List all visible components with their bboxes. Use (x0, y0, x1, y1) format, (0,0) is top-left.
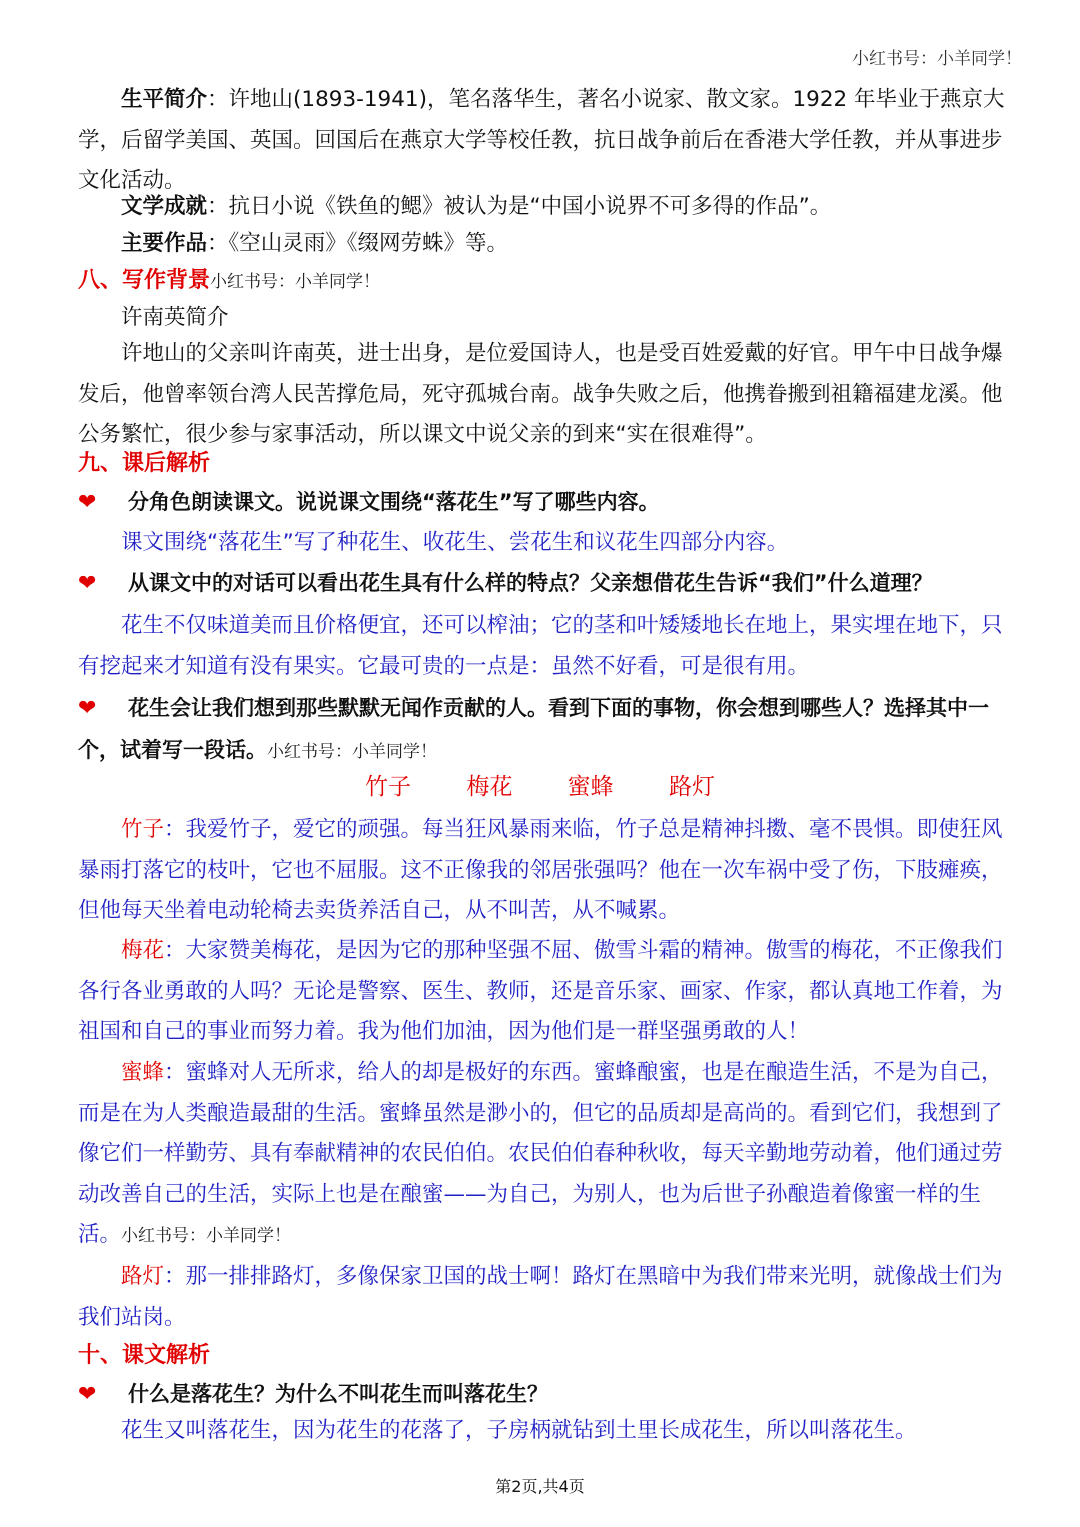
section9-question-2 (78, 563, 1008, 605)
section10-q1-text: 什么是落花生？为什么不叫花生而叫落花生？ (128, 1382, 548, 1406)
page-footer: 第2页,共4页 (495, 1477, 585, 1496)
section9-answer-2: 花生不仅味道美而且价格便宜，还可以榨油；它的茎和叶矮矮地长在地上，果实埋在地下，只有挖起来才知道有没有果实。它最可贵的一点是：虽然不好看，可是很有用。 (78, 613, 1003, 679)
bamboo-text: ：我爱竹子，爱它的顽强。每当狂风暴雨来临，竹子总是精神抖擞、毫不畏惧。即使狂风暴雨打落它的枝叶，它也不屈服。这不正像我的邻居张强吗？他在一次车祸中受了伤，下肢瘫痪，但他每天坐着电动轮椅去卖货养活自己，从不叫苦，从不喊累。 (78, 817, 1003, 923)
achievement-text: ：抗日小说《铁鱼的鳃》被认为是“中国小说界不可多得的作品”。 (207, 194, 832, 219)
plum-label: 梅花 (121, 938, 165, 963)
achievement-label: 文学成就 (121, 194, 208, 219)
paragraph-bamboo (78, 810, 1008, 932)
works-label: 主要作品 (121, 231, 208, 256)
heart-icon: ❤ (78, 571, 97, 596)
watermark-top: 小红书号：小羊同学！ (852, 49, 1022, 69)
paragraph-streetlight (78, 1257, 1008, 1338)
section9-q2-text: 从课文中的对话可以看出花生具有什么样的特点？父亲想借花生告诉“我们”什么道理？ (128, 571, 933, 595)
section9-title: 九、课后解析 (78, 451, 211, 476)
heart-icon: ❤ (78, 490, 97, 515)
section9-question-3 (78, 688, 1008, 772)
section9-heading (78, 444, 1008, 485)
section10-title: 十、课文解析 (78, 1343, 211, 1368)
paragraph-bee (78, 1053, 1008, 1257)
section8-title: 八、写作背景 (78, 268, 211, 293)
streetlight-text: ：那一排排路灯，多像保家卫国的战士啊！路灯在黑暗中为我们带来光明，就像战士们为我们站岗。 (78, 1264, 1003, 1330)
paragraph-plum (78, 931, 1008, 1053)
bio-text: ：许地山(1893-1941)，笔名落华生，著名小说家、散文家。1922 年毕业于燕京大学，后留学美国、英国。回国后在燕京大学等校任教，抗日战争前后在香港大学任教，并从事进步文化活动。 (78, 87, 1005, 193)
bio-label: 生平简介 (121, 87, 208, 112)
works-paragraph (78, 224, 1008, 265)
heart-icon: ❤ (78, 696, 97, 721)
section10-question-1 (78, 1374, 1008, 1416)
section8-heading (78, 261, 1008, 303)
heart-icon: ❤ (78, 1382, 97, 1407)
works-text: ：《空山灵雨》《缀网劳蛛》等。 (207, 231, 509, 256)
noun-bamboo: 竹子 (365, 774, 412, 800)
watermark-inline-2: 小红书号：小羊同学！ (267, 741, 437, 762)
section10-heading (78, 1336, 1008, 1377)
watermark-inline-1: 小红书号：小羊同学！ (210, 272, 381, 292)
noun-list (0, 768, 1080, 801)
section8-subtitle: 许南英简介 (121, 305, 229, 330)
bee-label: 蜜蜂 (121, 1060, 165, 1085)
achievement-paragraph (78, 187, 1008, 228)
watermark-inline-3: 小红书号：小羊同学！ (121, 1226, 292, 1246)
bamboo-label: 竹子 (121, 817, 165, 842)
section10-answer-1: 花生又叫落花生，因为花生的花落了，子房柄就钻到土里长成花生，所以叫落花生。 (121, 1418, 917, 1443)
streetlight-label: 路灯 (121, 1264, 165, 1289)
section9-answer-1: 课文围绕“落花生”写了种花生、收花生、尝花生和议花生四部分内容。 (121, 530, 789, 555)
bee-text: ：蜜蜂对人无所求，给人的却是极好的东西。蜜蜂酿蜜，也是在酿造生活，不是为自己，而是在为人类酿造最甜的生活。蜜蜂虽然是渺小的，但它的品质却是高尚的。看到它们，我想到了像它们一样勤劳、具有奉献精神的农民伯伯。农民伯伯春种秋收，每天辛勤地劳动着，他们通过劳动改善自己的生活，实际上也是在酿蜜——为自己，为别人，也为后世子孙酿造着像蜜一样的生活。 (78, 1060, 1003, 1247)
section9-q3-text: 花生会让我们想到那些默默无闻作贡献的人。看到下面的事物，你会想到哪些人？选择其中一个，试着写一段话。 (78, 696, 989, 762)
section9-question-1 (78, 482, 1008, 524)
section8-text: 许地山的父亲叫许南英，进士出身，是位爱国诗人，也是受百姓爱戴的好官。甲午中日战争爆发后，他曾率领台湾人民苦撑危局，死守孤城台南。战争失败之后，他携眷搬到祖籍福建龙溪。他公务繁忙，很少参与家事活动，所以课文中说父亲的到来“实在很难得”。 (78, 341, 1003, 447)
noun-plum: 梅花 (466, 774, 513, 800)
plum-text: ：大家赞美梅花，是因为它的那种坚强不屈、傲雪斗霜的精神。傲雪的梅花，不正像我们各行各业勇敢的人吗？无论是警察、医生、教师，还是音乐家、画家、作家，都认真地工作着，为祖国和自己的事业而努力着。我为他们加油，因为他们是一群坚强勇敢的人！ (78, 938, 1003, 1044)
bio-paragraph (78, 80, 1008, 202)
section9-q1-text: 分角色朗读课文。说说课文围绕“落花生”写了哪些内容。 (128, 490, 660, 514)
noun-bee: 蜜蜂 (567, 774, 614, 800)
noun-streetlight: 路灯 (668, 774, 715, 800)
